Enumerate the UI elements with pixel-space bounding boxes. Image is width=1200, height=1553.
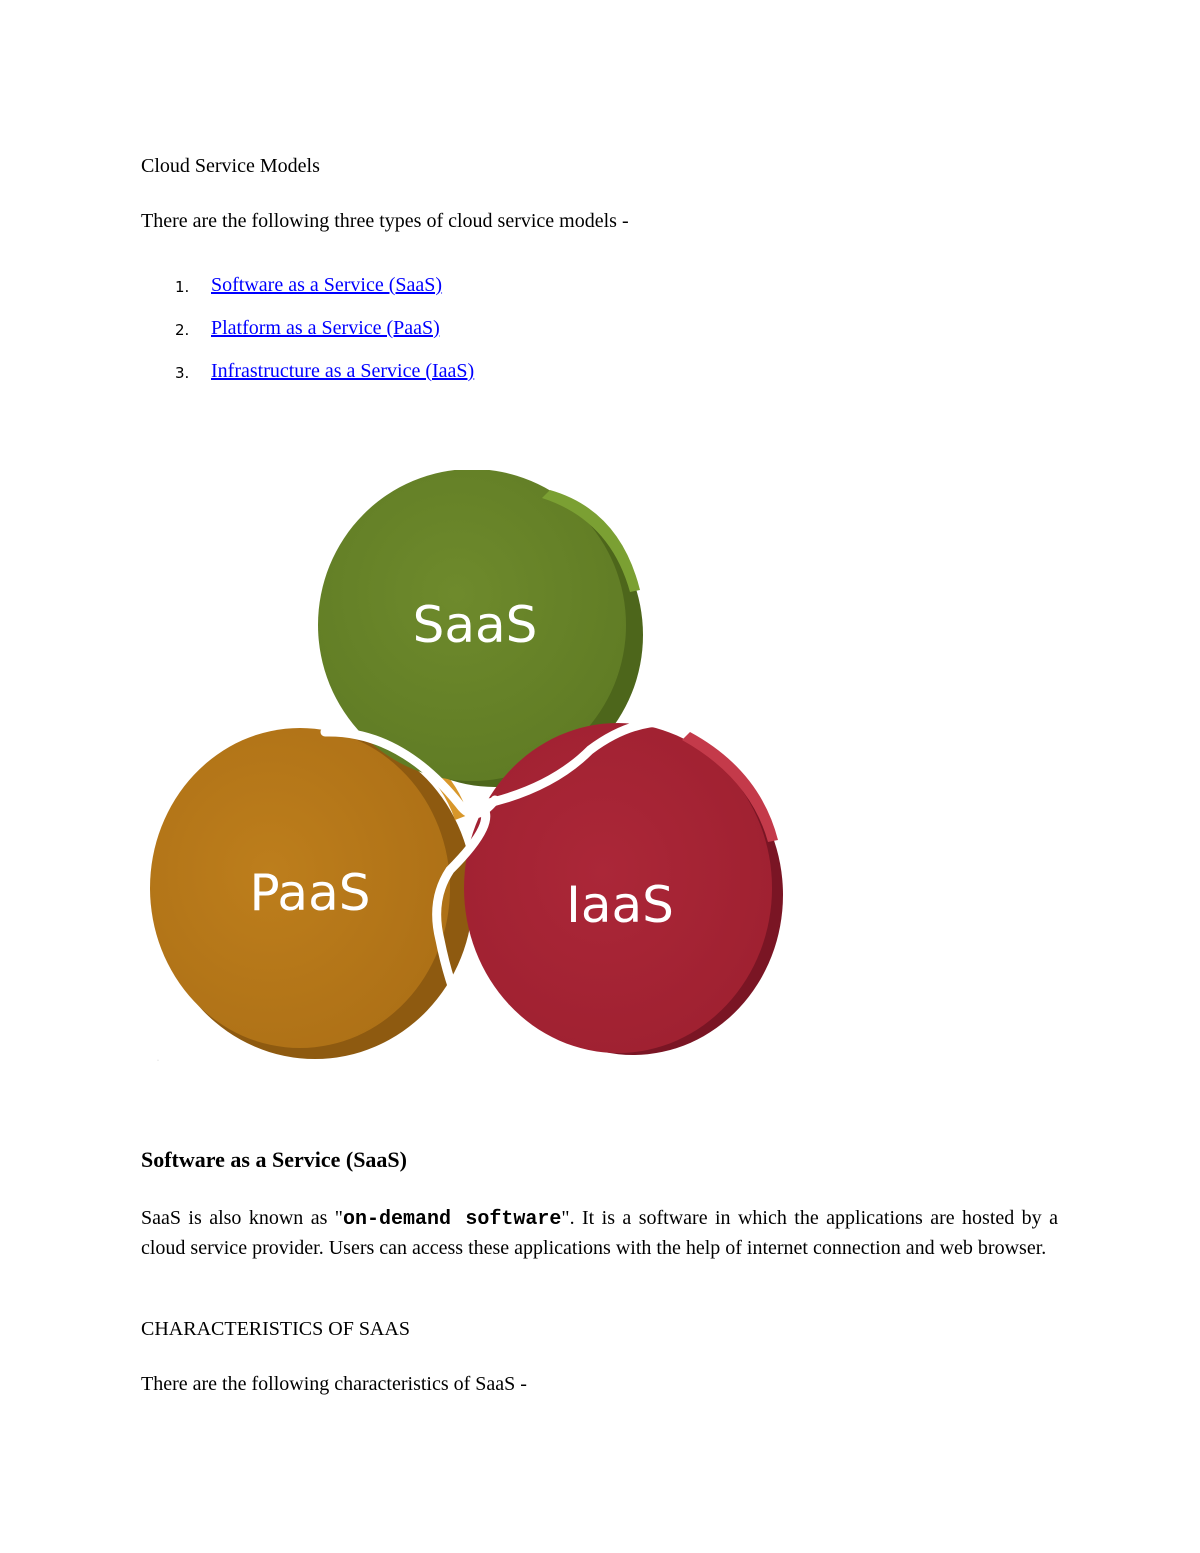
iaas-link[interactable]: Infrastructure as a Service (IaaS) xyxy=(211,360,475,382)
characteristics-heading: CHARACTERISTICS OF SAAS xyxy=(141,1318,410,1340)
iaas-label: IaaS xyxy=(566,876,674,934)
saas-description-bold: on-demand software xyxy=(342,1208,562,1231)
list-number: 3. xyxy=(175,364,190,382)
saas-description-pre: SaaS is also known as " xyxy=(141,1207,343,1229)
saas-description xyxy=(141,1204,1058,1262)
diagram-caption: · xyxy=(157,1058,159,1064)
saas-description-post: ". It is a software in which the applications are hosted by a cloud service provider. Users can access these applications with the help of internet connection and web browser. xyxy=(141,1207,1058,1259)
characteristics-intro: There are the following characteristics of SaaS - xyxy=(141,1373,527,1395)
cloud-models-diagram xyxy=(150,470,800,1070)
saas-label: SaaS xyxy=(412,596,538,654)
paas-link[interactable]: Platform as a Service (PaaS) xyxy=(211,317,440,339)
saas-heading: Software as a Service (SaaS) xyxy=(141,1147,407,1172)
intro-text: There are the following three types of cloud service models - xyxy=(141,210,629,232)
list-number: 1. xyxy=(175,278,190,296)
list-number: 2. xyxy=(175,321,190,339)
page-title: Cloud Service Models xyxy=(141,155,320,177)
saas-link[interactable]: Software as a Service (SaaS) xyxy=(211,274,443,296)
paas-label: PaaS xyxy=(249,864,371,922)
